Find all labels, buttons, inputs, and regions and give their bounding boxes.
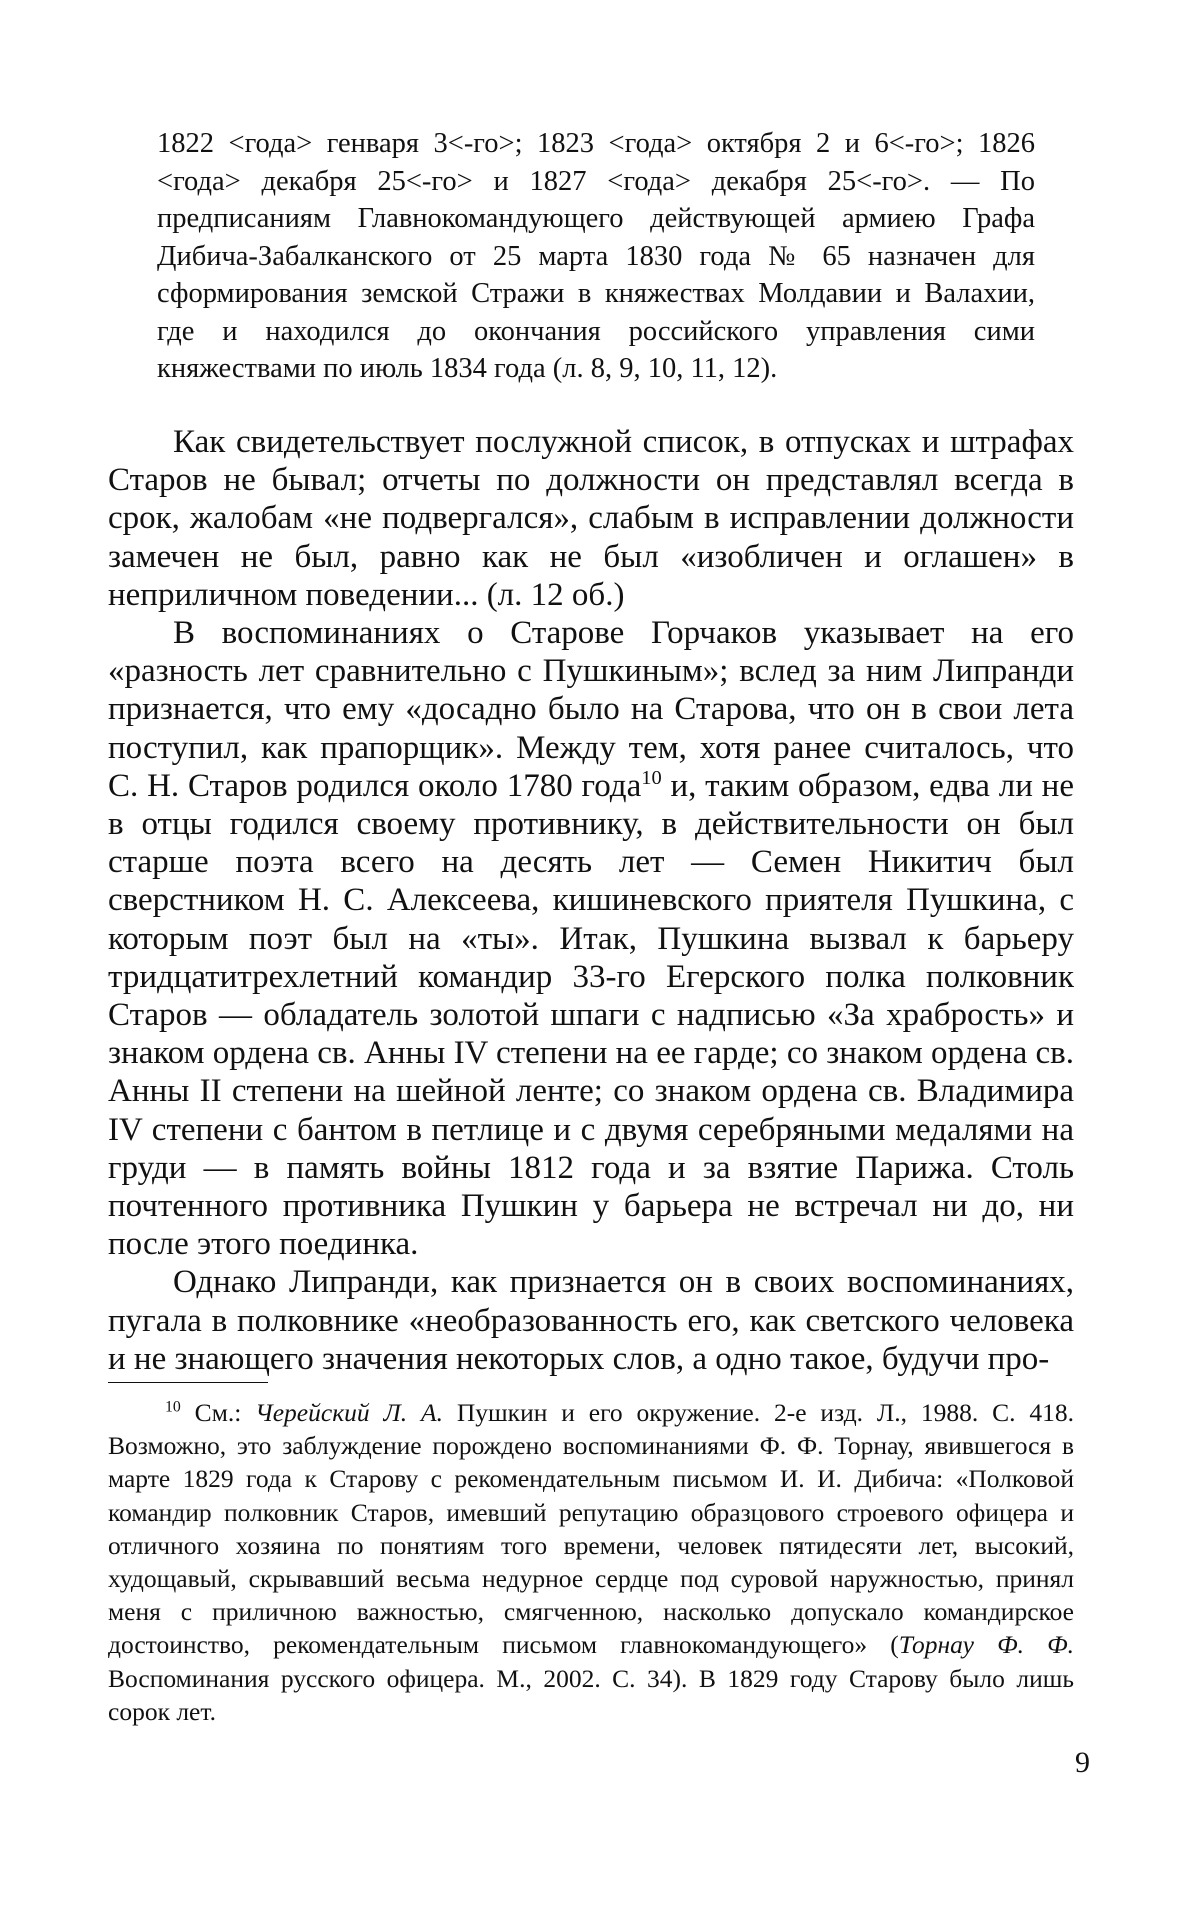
footnote-text-1: Пушкин и его окружение. 2-е изд. Л., 1988. С. 418. Возможно, это заблуждение порождено воспоминаниями Ф. Ф. Торнау, явившегося в марте 1829 года к Старову с рекомендательным письмом И. И. Дибича: «Полковой командир полковник Старов, имевший репутацию образцового строевого офицера и отличного хозяина по понятиям того времени, человек пятидесяти лет, высокий, худощавый, скрывавший весьма недурное сердце под суровой наружностью, принял меня с приличною важностью, смягченною, насколько допускало командирское достоинство, рекомендательным письмом главнокомандующего» (: [108, 1398, 1074, 1660]
main-text: [108, 423, 1074, 1378]
footnote-number: 10: [165, 1398, 181, 1416]
paragraph-liprandi: Однако Липранди, как признается он в своих воспоминаниях, пугала в полковнике «необразованность его, как светского человека и не знающего значения некоторых слов, а одно такое, будучи про-: [108, 1264, 1074, 1377]
quoted-service-record: [157, 125, 1035, 388]
page-number: 9: [1075, 1746, 1090, 1779]
paragraph-text-after-note: и, таким образом, едва ли не в отцы годился своему противнику, в действительности он был старше поэта всего на десять лет — Семен Никитич был сверстником Н. С. Алексеева, кишиневского приятеля Пушкина, с которым поэт был на «ты». Итак, Пушкина вызвал к барьеру тридцатитрехлетний командир 33-го Егерского полка полковник Старов — обладатель золотой шпаги с надписью «За храбрость» и знаком ордена св. Анны IV степени на ее гарде; со знаком ордена св. Анны II степени на шейной ленте; со знаком ордена св. Владимира IV степени с бантом в петлице и с двумя серебряными медалями на груди — в память войны 1812 года и за взятие Парижа. Столь почтенного противника Пушкин у барьера не встречал ни до, ни после этого поединка.: [108, 767, 1074, 1263]
footnote-lead: См.:: [180, 1398, 256, 1427]
footnote-text-2: Воспоминания русского офицера. М., 2002. С. 34). В 1829 году Старову было лишь сорок лет.: [108, 1663, 1074, 1726]
quote-paragraph: 1822 <года> генваря 3<-го>; 1823 <года> октября 2 и 6<-го>; 1826 <года> декабря 25<-го> и 1827 <года> декабря 25<-го>. — По предписаниям Главнокомандующего действующей армиею Графа Дибича-Забалканского от 25 марта 1830 года № 65 назначен для сформирования земской Стражи в княжествах Молдавии и Валахии, где и находился до окончания российского управления сими княжествами по июль 1834 года (л. 8, 9, 10, 11, 12).: [157, 128, 1035, 384]
footnote: [108, 1396, 1074, 1728]
footnote-paragraph: [108, 1396, 1074, 1728]
footnote-divider: [108, 1382, 268, 1383]
paragraph-service-record: Как свидетельствует послужной список, в отпусках и штрафах Старов не бывал; отчеты по должности он представлял всегда в срок, жалобам «не подвергался», слабым в исправлении должности замечен не был, равно как не был «изобличен и оглашен» в неприличном поведении... (л. 12 об.): [108, 424, 1074, 613]
paragraph-starov-age: [108, 614, 1074, 1263]
footnote-author-2: Торнау Ф. Ф.: [898, 1630, 1074, 1660]
footnote-reference: 10: [641, 766, 662, 789]
paragraph-text-before-note: В воспоминаниях о Старове Горчаков указывает на его «разность лет сравнительно с Пушкиным»; вслед за ним Липранди признается, что ему «досадно было на Старова, что он в свои лета поступил, как прапорщик». Между тем, хотя ранее считалось, что С. Н. Старов родился около 1780 года: [108, 615, 1074, 804]
footnote-author-1: Черейский Л. А.: [255, 1398, 443, 1427]
